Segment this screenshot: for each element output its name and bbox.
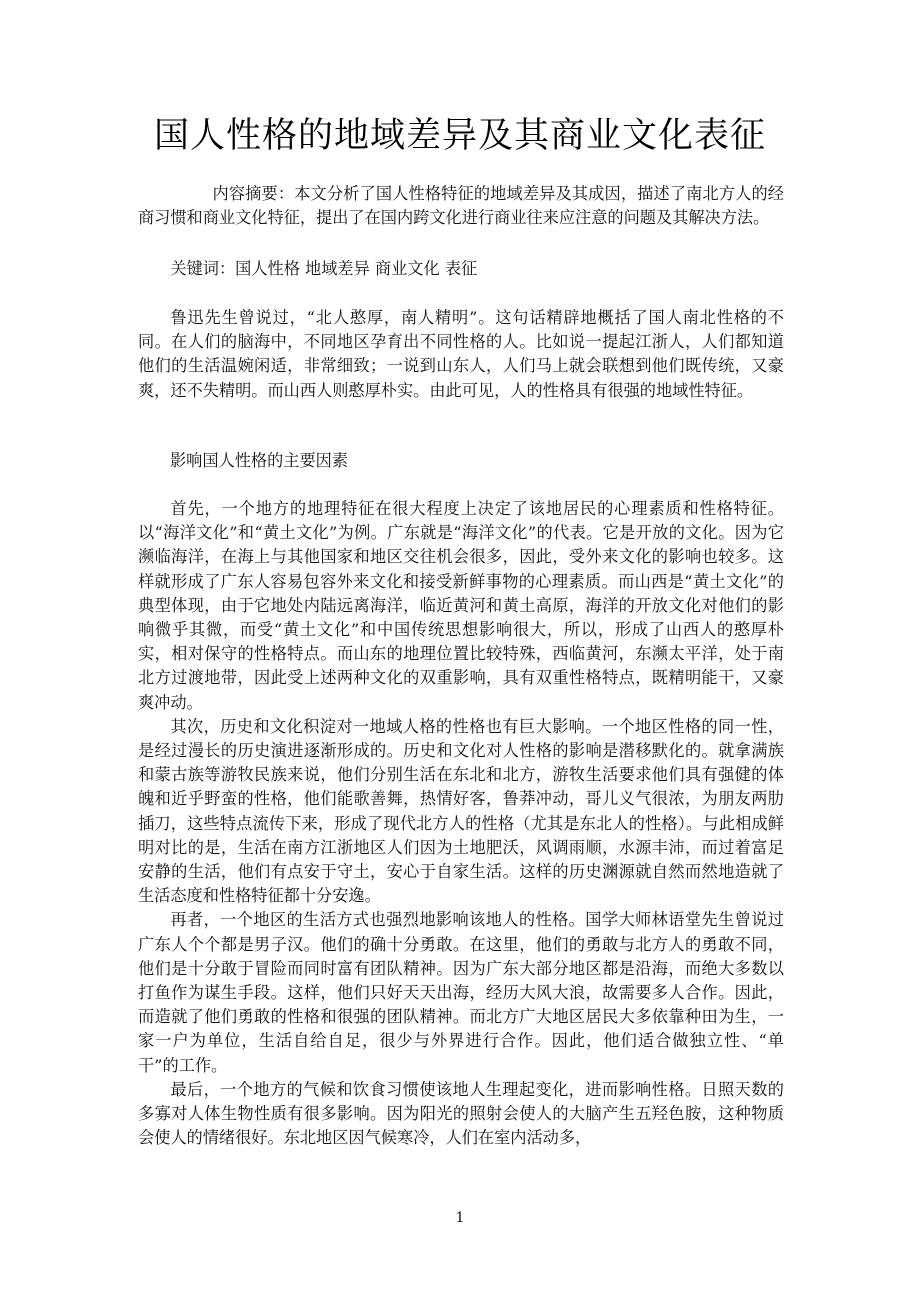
page-number: 1 bbox=[455, 1210, 465, 1226]
paragraph-climate: 最后，一个地方的气候和饮食习惯使该地人生理起变化，进而影响性格。日照天数的多寡对人体生物性质有很多影响。因为阳光的照射会使人的大脑产生五羟色胺，这种物质会使人的情绪很好。东北地区因气候寒冷，人们在室内活动多， bbox=[138, 1079, 784, 1148]
document-title: 国人性格的地域差异及其商业文化表征 bbox=[153, 116, 766, 156]
intro-paragraph: 鲁迅先生曾说过，“北人憨厚，南人精明”。这句话精辟地概括了国人南北性格的不同。在人们的脑海中，不同地区孕育出不同性格的人。比如说一提起江浙人，人们都知道他们的生活温婉闲适，非常细致；一说到山东人，人们马上就会联想到他们既传统，又豪爽，还不失精明。而山西人则憨厚朴实。由此可见，人的性格具有很强的地域性特征。 bbox=[138, 308, 784, 400]
section-body bbox=[138, 497, 784, 1150]
keywords: 关键词：国人性格 地域差异 商业文化 表征 bbox=[170, 259, 478, 278]
paragraph-lifestyle: 再者，一个地区的生活方式也强烈地影响该地人的性格。国学大师林语堂先生曾说过广东人个个都是男子汉。他们的确十分勇敢。在这里，他们的勇敢与北方人的勇敢不同，他们是十分敢于冒险而同时富有团队精神。因为广东大部分地区都是沿海，而绝大多数以打鱼作为谋生手段。这样，他们只好天天出海，经历大风大浪，故需要多人合作。因此，而造就了他们勇敢的性格和很强的团队精神。而北方广大地区居民大多依靠种田为生，一家一户为单位，生活自给自足，很少与外界进行合作。因此，他们适合做独立性、“单干”的工作。 bbox=[138, 910, 784, 1075]
section-heading: 影响国人性格的主要因素 bbox=[170, 451, 349, 470]
paragraph-history: 其次，历史和文化积淀对一地域人格的性格也有巨大影响。一个地区性格的同一性，是经过漫长的历史演进逐渐形成的。历史和文化对人性格的影响是潜移默化的。就拿满族和蒙古族等游牧民族来说，他们分别生活在东北和北方，游牧生活要求他们具有强健的体魄和近乎野蛮的性格，他们能歌善舞，热情好客，鲁莽冲动，哥儿义气很浓，为朋友两肋插刀，这些特点流传下来，形成了现代北方人的性格（尤其是东北人的性格）。与此相成鲜明对比的是，生活在南方江浙地区人们因为土地肥沃，风调雨顺，水源丰沛，而过着富足安静的生活，他们有点安于守土，安心于自家生活。这样的历史渊源就自然而然地造就了生活态度和性格特征都十分安逸。 bbox=[138, 716, 784, 906]
paragraph-geography: 首先，一个地方的地理特征在很大程度上决定了该地居民的心理素质和性格特征。以“海洋文化”和“黄土文化”为例。广东就是“海洋文化”的代表。它是开放的文化。因为它濒临海洋，在海上与其他国家和地区交往机会很多，因此，受外来文化的影响也较多。这样就形成了广东人容易包容外来文化和接受新鲜事物的心理素质。而山西是“黄土文化”的典型体现，由于它地处内陆远离海洋，临近黄河和黄土高原，海洋的开放文化对他们的影响微乎其微，而受“黄土文化”和中国传统思想影响很大，所以，形成了山西人的憨厚朴实，相对保守的性格特点。而山东的地理位置比较特殊，西临黄河，东濒太平洋，处于南北方过渡地带，因此受上述两种文化的双重影响，具有双重性格特点，既精明能干，又豪爽冲动。 bbox=[138, 499, 784, 712]
abstract: 内容摘要：本文分析了国人性格特征的地域差异及其成因，描述了南北方人的经商习惯和商业文化特征，提出了在国内跨文化进行商业往来应注意的问题及其解决方法。 bbox=[138, 184, 784, 228]
